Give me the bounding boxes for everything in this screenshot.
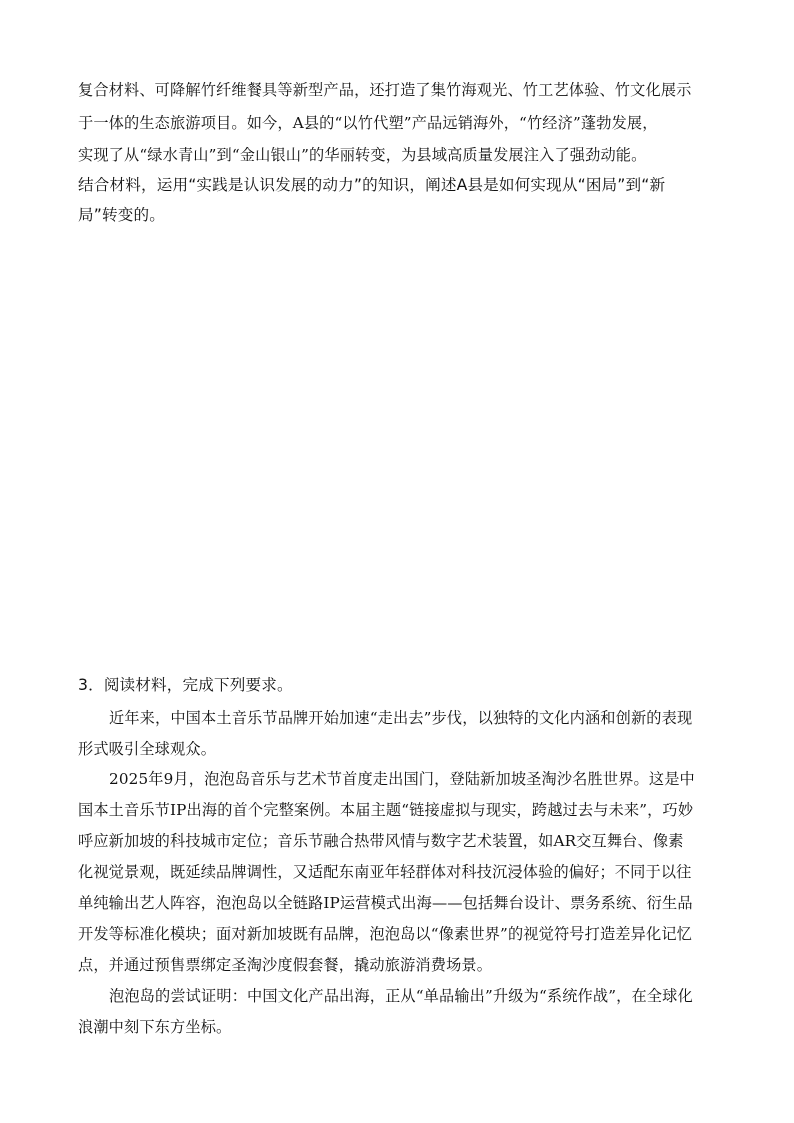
paragraph-line: 近年来，中国本土音乐节品牌开始加速“走出去”步伐，以独特的文化内涵和创新的表现	[109, 709, 693, 727]
question-line: 结合材料，运用“实践是认识发展的动力”的知识，阐述A县是如何实现从“困局”到“新	[78, 176, 666, 194]
paragraph-line: 浪潮中刻下东方坐标。	[78, 1018, 232, 1036]
material-line: 实现了从“绿水青山”到“金山银山”的华丽转变，为县域高质量发展注入了强劲动能。	[78, 146, 647, 164]
paragraph-line: 单纯输出艺人阵容，泡泡岛以全链路IP运营模式出海——包括舞台设计、票务系统、衍生品	[78, 894, 693, 912]
paragraph-line: 开发等标准化模块；面对新加坡既有品牌，泡泡岛以“像素世界”的视觉符号打造差异化记忆	[78, 925, 692, 943]
paragraph-line: 化视觉景观，既延续品牌调性，又适配东南亚年轻群体对科技沉浸体验的偏好；不同于以往	[78, 863, 692, 881]
paragraph-line: 2025年9月，泡泡岛音乐与艺术节首度走出国门，登陆新加坡圣淘沙名胜世界。这是中	[109, 770, 695, 788]
paragraph-line: 国本土音乐节IP出海的首个完整案例。本届主题“链接虚拟与现实，跨越过去与未来”，巧妙	[78, 801, 694, 819]
question-line: 局”转变的。	[78, 206, 165, 224]
paragraph-line: 形式吸引全球观众。	[78, 740, 217, 758]
paragraph-line: 点，并通过预售票绑定圣淘沙度假套餐，撬动旅游消费场景。	[78, 956, 493, 974]
question-3-heading: 3．阅读材料，完成下列要求。	[78, 676, 293, 694]
paragraph-line: 呼应新加坡的科技城市定位；音乐节融合热带风情与数字艺术装置，如AR交互舞台、像素	[78, 832, 684, 850]
material-line: 复合材料、可降解竹纤维餐具等新型产品，还打造了集竹海观光、竹工艺体验、竹文化展示	[78, 81, 692, 99]
material-line: 于一体的生态旅游项目。如今，A县的“以竹代塑”产品远销海外，“竹经济”蓬勃发展，	[78, 114, 658, 132]
paragraph-line: 泡泡岛的尝试证明：中国文化产品出海，正从“单品输出”升级为“系统作战”，在全球化	[109, 987, 693, 1005]
